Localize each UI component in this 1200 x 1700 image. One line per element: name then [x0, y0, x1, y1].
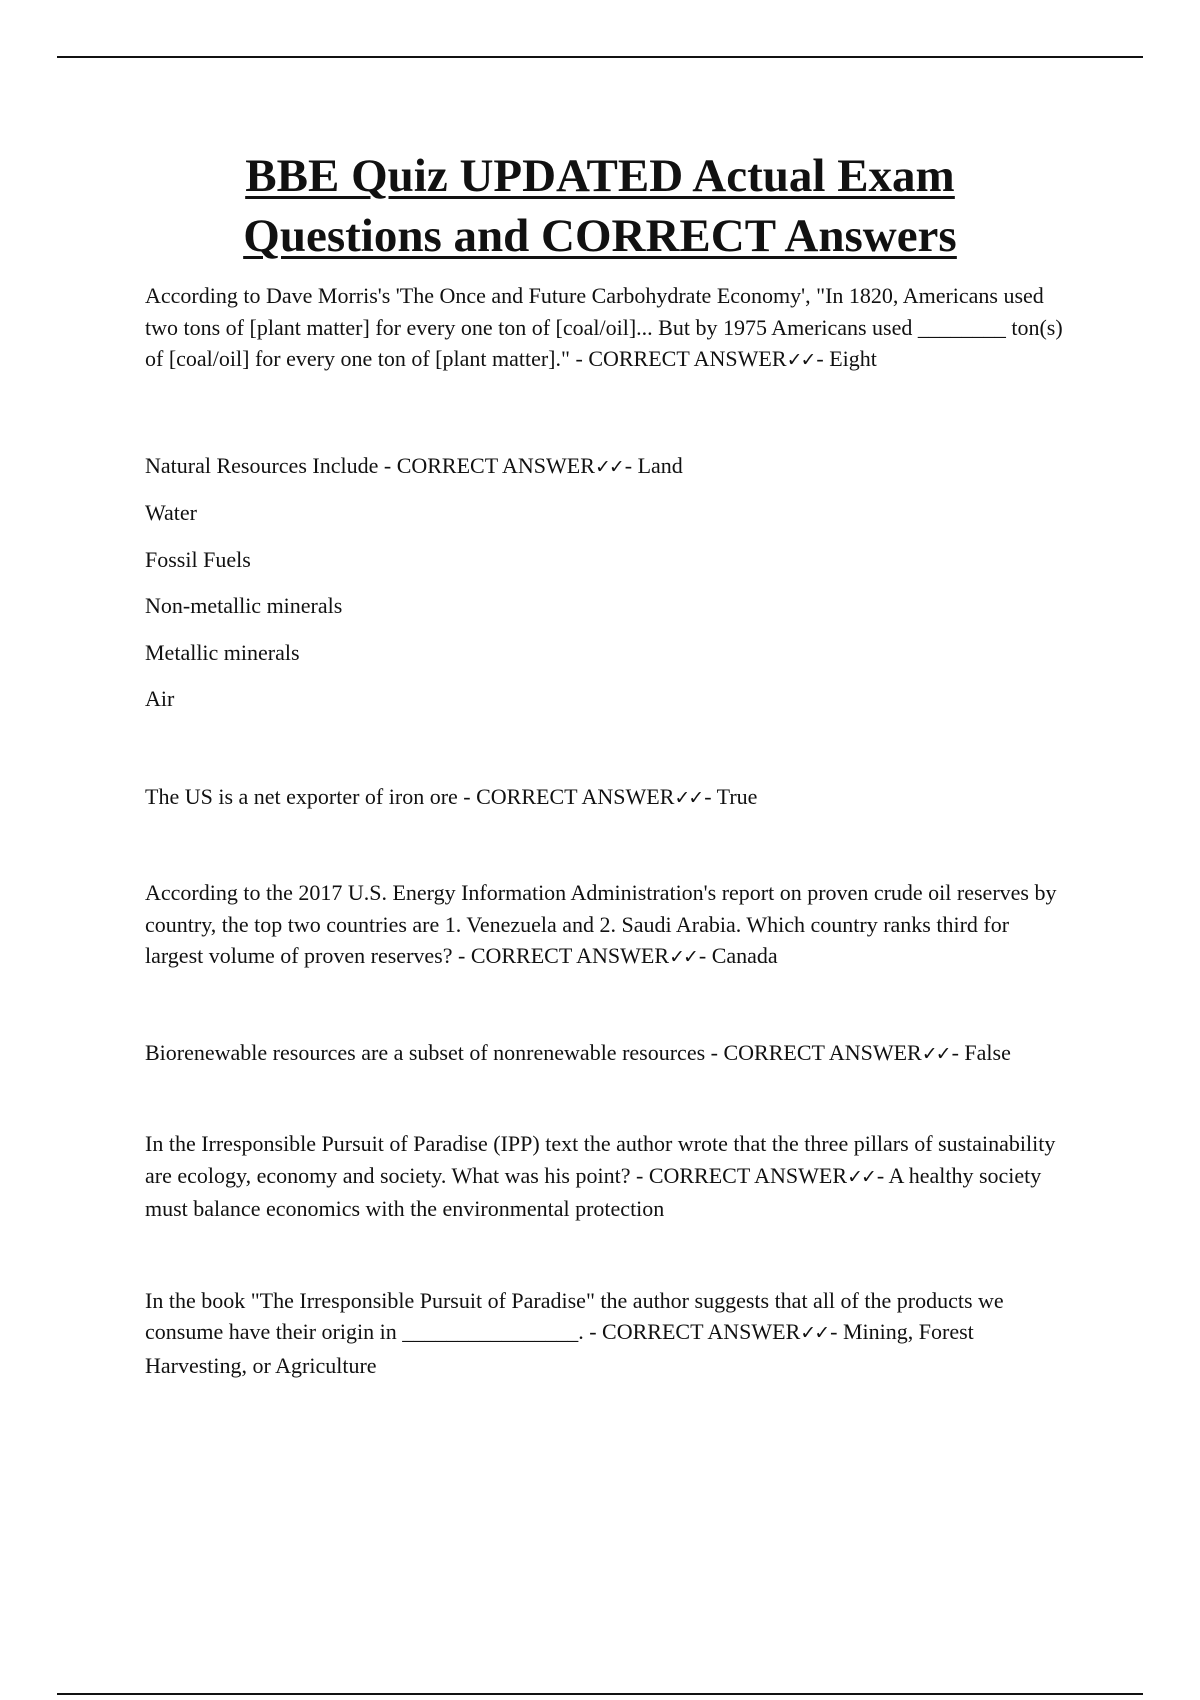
answer-text: - False [951, 1039, 1011, 1065]
answer-list-item: Metallic minerals [145, 639, 300, 665]
question-text: In the Irresponsible Pursuit of Paradise (IPP) text the author wrote that the three pillars of sustainability are ecology, economy and society. What was his point? - [145, 1131, 1056, 1188]
question-text: Biorenewable resources are a subset of nonrenewable resources - [145, 1039, 718, 1065]
qa-item-5 [145, 1037, 1065, 1071]
answer-text: - True [704, 783, 758, 809]
answer-text: - Canada [698, 943, 778, 968]
question-text: The US is a net exporter of iron ore - [145, 783, 471, 809]
bottom-rule [57, 1693, 1143, 1695]
qa-item-6 [145, 1128, 1065, 1225]
answer-text: - Mining, Forest Harvesting, or Agriculture [145, 1319, 974, 1378]
answer-list-item: Fossil Fuels [145, 546, 251, 572]
answer-label: CORRECT ANSWER [602, 1319, 801, 1344]
double-check-icon: ✓✓ [674, 786, 703, 809]
qa-item-7 [145, 1285, 1065, 1382]
answer-text: - A healthy society must balance economics with the environmental protection [145, 1162, 1042, 1221]
title-line-2: Questions and CORRECT Answers [243, 210, 957, 262]
qa-item-1 [145, 280, 1065, 377]
answer-label: CORRECT ANSWER [588, 346, 787, 371]
answer-label: CORRECT ANSWER [470, 943, 670, 968]
double-check-icon: ✓✓ [847, 1165, 875, 1188]
top-rule [57, 56, 1143, 58]
question-line [145, 450, 1065, 484]
double-check-icon: ✓✓ [921, 1042, 950, 1065]
double-check-icon: ✓✓ [786, 349, 815, 371]
answer-label: CORRECT ANSWER [648, 1162, 848, 1188]
answer-label: CORRECT ANSWER [396, 452, 595, 478]
document-title [0, 146, 1200, 266]
answer-list-item: Air [145, 686, 175, 711]
answer-list-item: Non-metallic minerals [145, 593, 343, 618]
answer-label: CORRECT ANSWER [723, 1039, 922, 1065]
answer-text: - Eight [816, 346, 877, 371]
quiz-content [145, 280, 1065, 1381]
question-text: In the book "The Irresponsible Pursuit of Paradise" the author suggests that all of the products we consume have their origin in ________________. - [145, 1287, 1004, 1344]
answer-text: - Land [624, 452, 683, 478]
double-check-icon: ✓✓ [800, 1322, 829, 1344]
double-check-icon: ✓✓ [669, 946, 697, 968]
qa-item-3 [145, 781, 1065, 815]
question-text: According to the 2017 U.S. Energy Information Administration's report on proven crude oil reserves by country, the top two countries are 1. Venezuela and 2. Saudi Arabia. Which country ranks third for largest volume of proven reserves? - [145, 880, 1057, 968]
qa-item-4 [145, 877, 1065, 974]
answer-list-item: Water [145, 500, 197, 525]
title-line-1: BBE Quiz UPDATED Actual Exam [245, 150, 955, 202]
question-text: Natural Resources Include - [145, 452, 392, 478]
qa-item-2 [145, 450, 1065, 723]
question-text: According to Dave Morris's 'The Once and Future Carbohydrate Economy', "In 1820, Americans used two tons of [plant matter] for every one ton of [coal/oil]... But by 1975 Americans used ________ ton(s) of [coal/oil] for every one ton of [plant matter]." - [145, 283, 1063, 371]
double-check-icon: ✓✓ [594, 455, 623, 478]
answer-label: CORRECT ANSWER [476, 783, 675, 809]
